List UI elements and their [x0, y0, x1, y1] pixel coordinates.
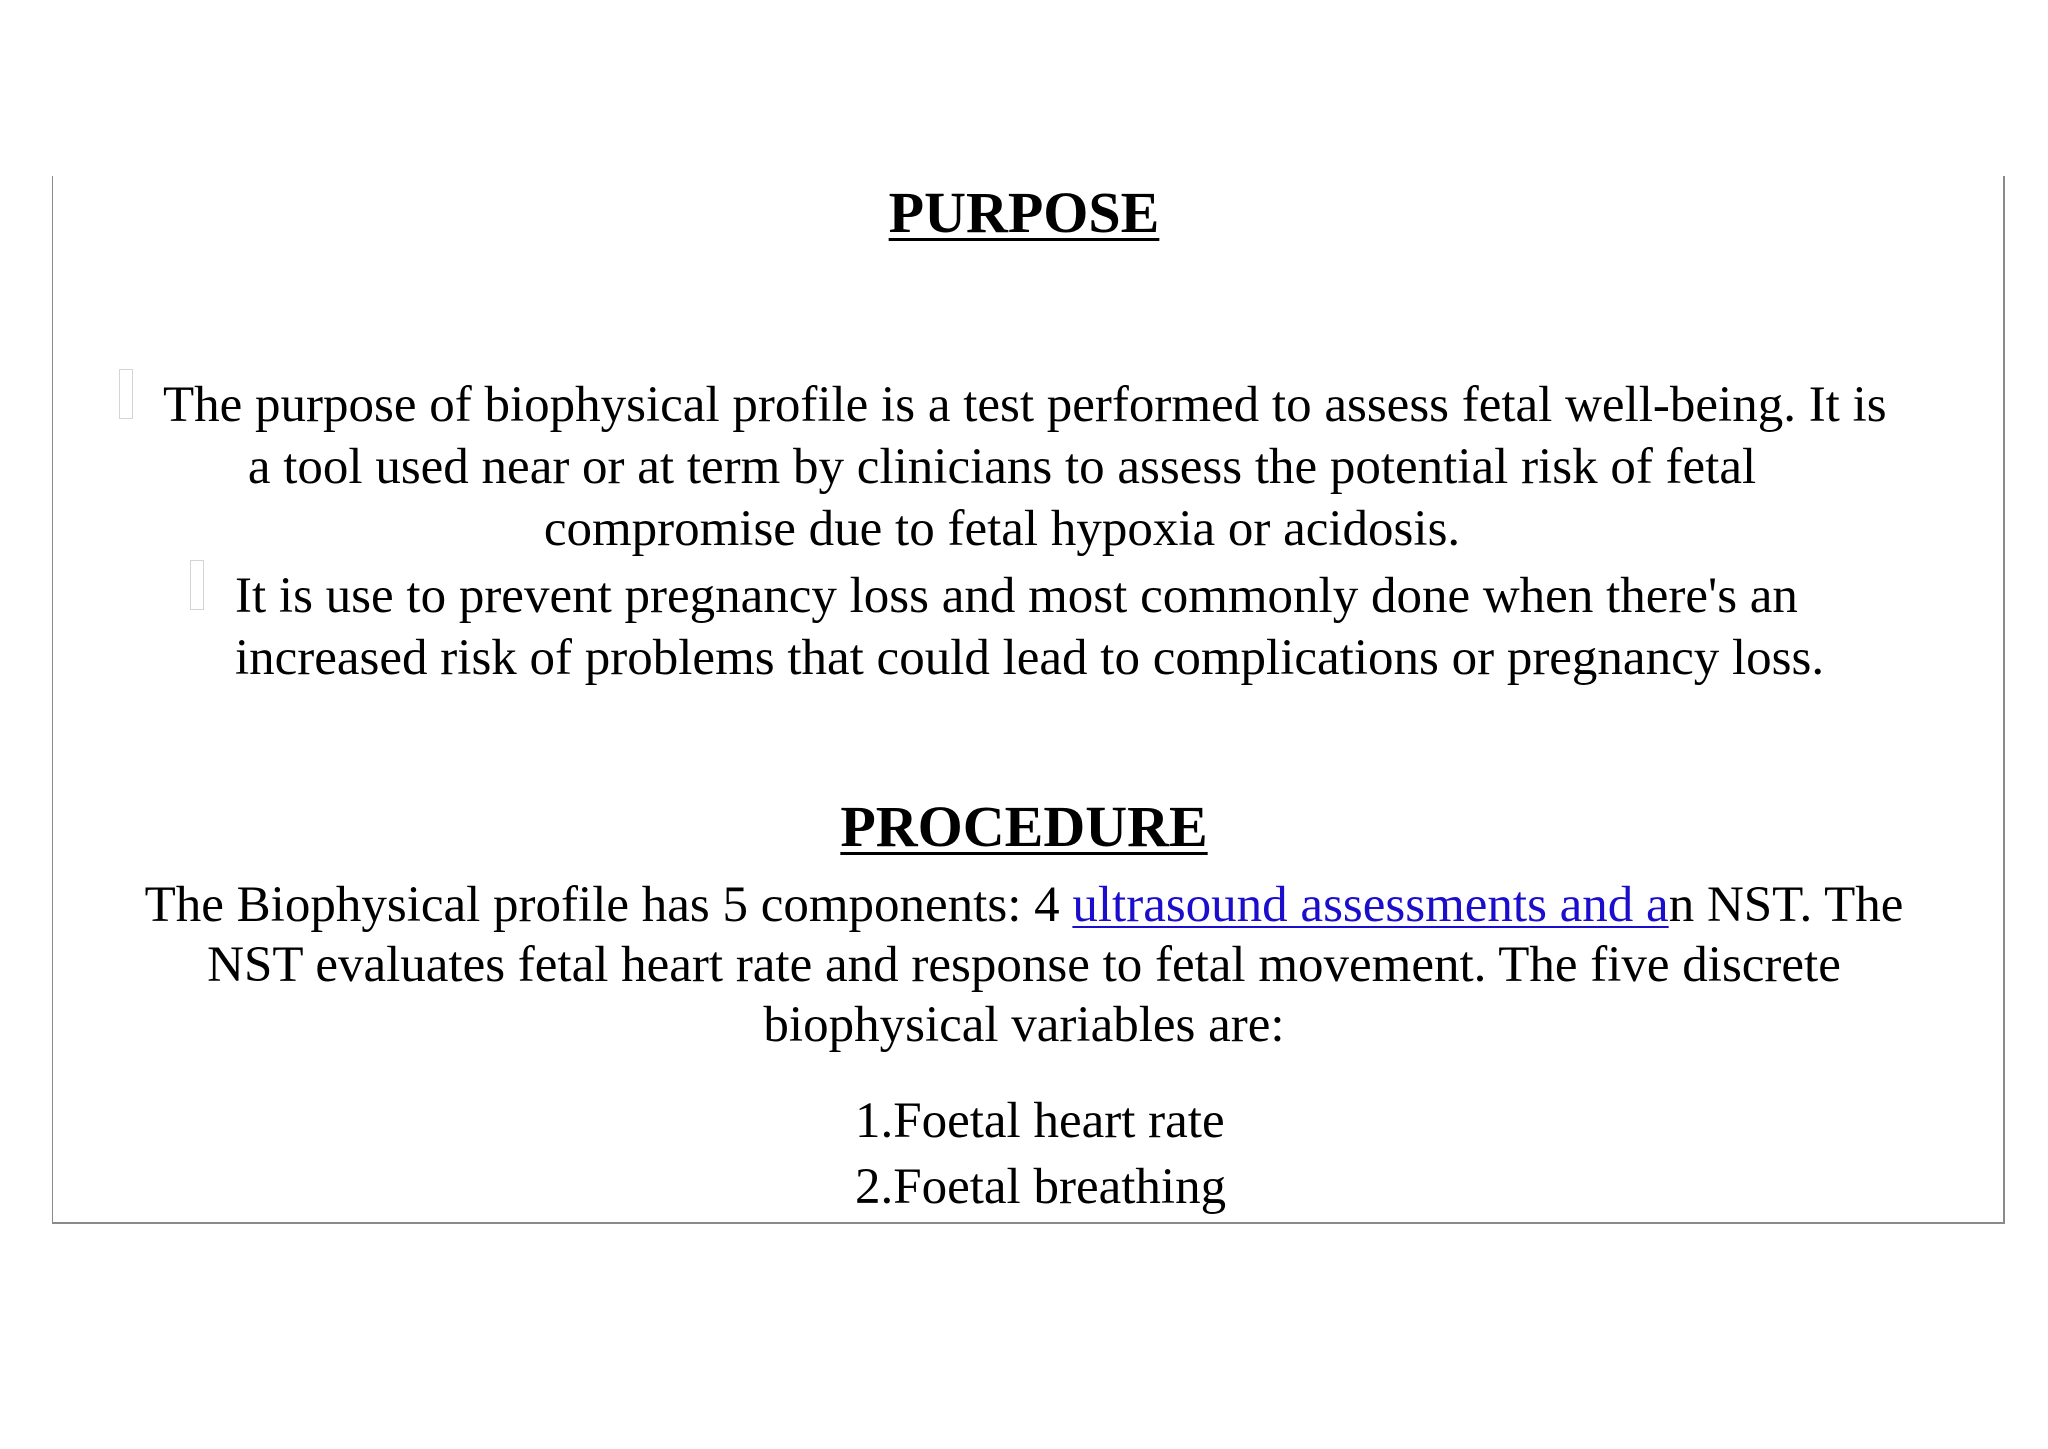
purpose-bullet-2-line-2: increased risk of problems that could lead to complications or pregnancy loss. — [235, 630, 1825, 686]
purpose-bullet-1-line-3: compromise due to fetal hypoxia or acidosis. — [543, 501, 1461, 557]
empty-box-bullet-icon — [119, 369, 133, 419]
purpose-bullet-1-line-2: a tool used near or at term by clinicians to assess the potential risk of fetal — [247, 439, 1757, 495]
purpose-bullet-2-line-1: It is use to prevent pregnancy loss and most commonly done when there's an — [235, 568, 1798, 624]
slide-frame — [52, 176, 2005, 1224]
list-item-text: Foetal breathing — [893, 1159, 1227, 1215]
list-item-text: Foetal heart rate — [893, 1093, 1225, 1149]
procedure-line-1 — [0, 877, 2048, 933]
procedure-heading: PROCEDURE — [840, 794, 1208, 859]
procedure-line-1-start: The Biophysical profile has 5 components: 4 — [144, 877, 1073, 933]
empty-box-bullet-icon — [190, 560, 204, 610]
list-item — [855, 1093, 1225, 1149]
list-item-number: 2. — [855, 1159, 894, 1215]
purpose-heading: PURPOSE — [888, 180, 1160, 245]
ultrasound-assessments-link[interactable]: ultrasound assessments and a — [1072, 877, 1669, 933]
procedure-line-3: biophysical variables are: — [763, 997, 1285, 1053]
procedure-line-2: NST evaluates fetal heart rate and response to fetal movement. The five discrete — [207, 937, 1841, 993]
procedure-line-1-end: n NST. The — [1668, 877, 1904, 933]
purpose-bullet-1-line-1: The purpose of biophysical profile is a test performed to assess fetal well-being. It is — [163, 377, 1887, 433]
list-item-number: 1. — [855, 1093, 894, 1149]
list-item — [855, 1159, 1227, 1215]
